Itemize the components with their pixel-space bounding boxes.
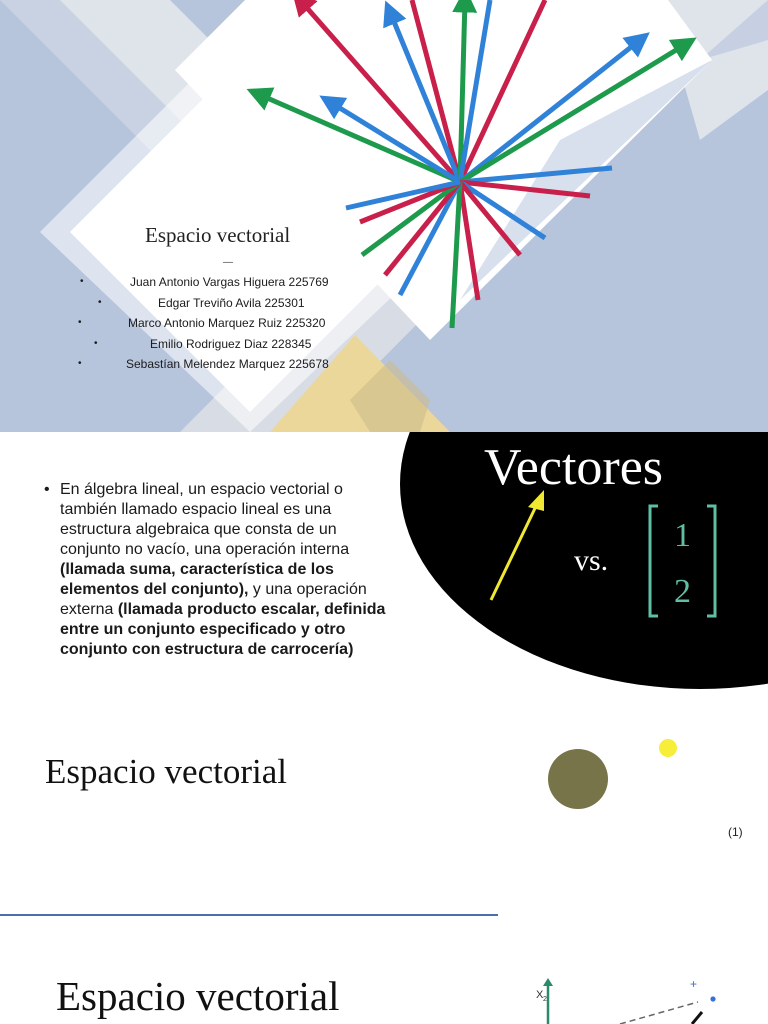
point-dot	[710, 996, 715, 1001]
bullet: •	[80, 276, 84, 287]
text-run-bold: (llamada suma, característica de los elementos del conjunto),	[60, 561, 334, 598]
axis-label: X	[536, 989, 544, 1001]
text-run-bold: (llamada producto escalar, definida entre un conjunto especificado y otro conjunto con estructura de carrocería)	[60, 601, 386, 658]
definition-paragraph	[44, 480, 394, 660]
axis-arrowhead-icon	[543, 978, 553, 986]
bullet: •	[94, 337, 98, 349]
author-name: Marco Antonio Marquez Ruiz 225320	[128, 316, 326, 330]
coordinate-diagram	[530, 972, 730, 1024]
axis-subscript: 2	[543, 996, 547, 1003]
bullet: •	[78, 317, 82, 328]
author-list	[60, 272, 460, 375]
bullet: •	[78, 358, 82, 369]
bullet: •	[44, 481, 50, 498]
author-name: Edgar Treviño Avila 225301	[158, 295, 305, 310]
circles-graphic	[540, 734, 690, 814]
matrix-entry-bottom: 2	[674, 573, 691, 610]
slide-definition	[0, 432, 768, 704]
equation-marker: (1)	[728, 825, 743, 839]
list-item	[60, 293, 460, 314]
author-name: Sebastían Melendez Marquez 225678	[126, 357, 329, 371]
slide-title-text: Espacio vectorial	[145, 223, 291, 247]
black-vector	[692, 1012, 702, 1024]
small-circle	[659, 739, 677, 757]
slide-section-2	[0, 916, 768, 1024]
text-run: y una operación externa	[60, 581, 367, 618]
slide-section-1	[0, 704, 768, 916]
text-run: En álgebra lineal, un espacio vectorial o también llamado espacio lineal es una estructura algebraica que consta de un conjunto no vacío, una operación interna	[60, 481, 350, 558]
vectors-vs-matrix-image	[400, 432, 768, 704]
vs-label: vs.	[574, 544, 609, 577]
list-item	[60, 334, 460, 355]
dashed-line	[620, 1002, 698, 1024]
title-rule: —	[223, 257, 233, 268]
definition-text	[60, 480, 394, 660]
list-item	[60, 313, 460, 334]
matrix-entry-top: 1	[674, 517, 691, 554]
author-name: Emilio Rodriguez Diaz 228345	[150, 336, 312, 351]
plus-sign: +	[690, 977, 698, 991]
section-title: Espacio vectorial	[56, 973, 340, 1019]
slide-title	[0, 0, 768, 432]
list-item	[60, 354, 460, 375]
author-name: Juan Antonio Vargas Higuera 225769	[130, 275, 329, 289]
big-circle	[548, 749, 608, 809]
vectores-heading: Vectores	[484, 439, 664, 496]
section-title: Espacio vectorial	[45, 752, 287, 791]
list-item	[60, 272, 460, 293]
bullet: •	[98, 296, 102, 308]
